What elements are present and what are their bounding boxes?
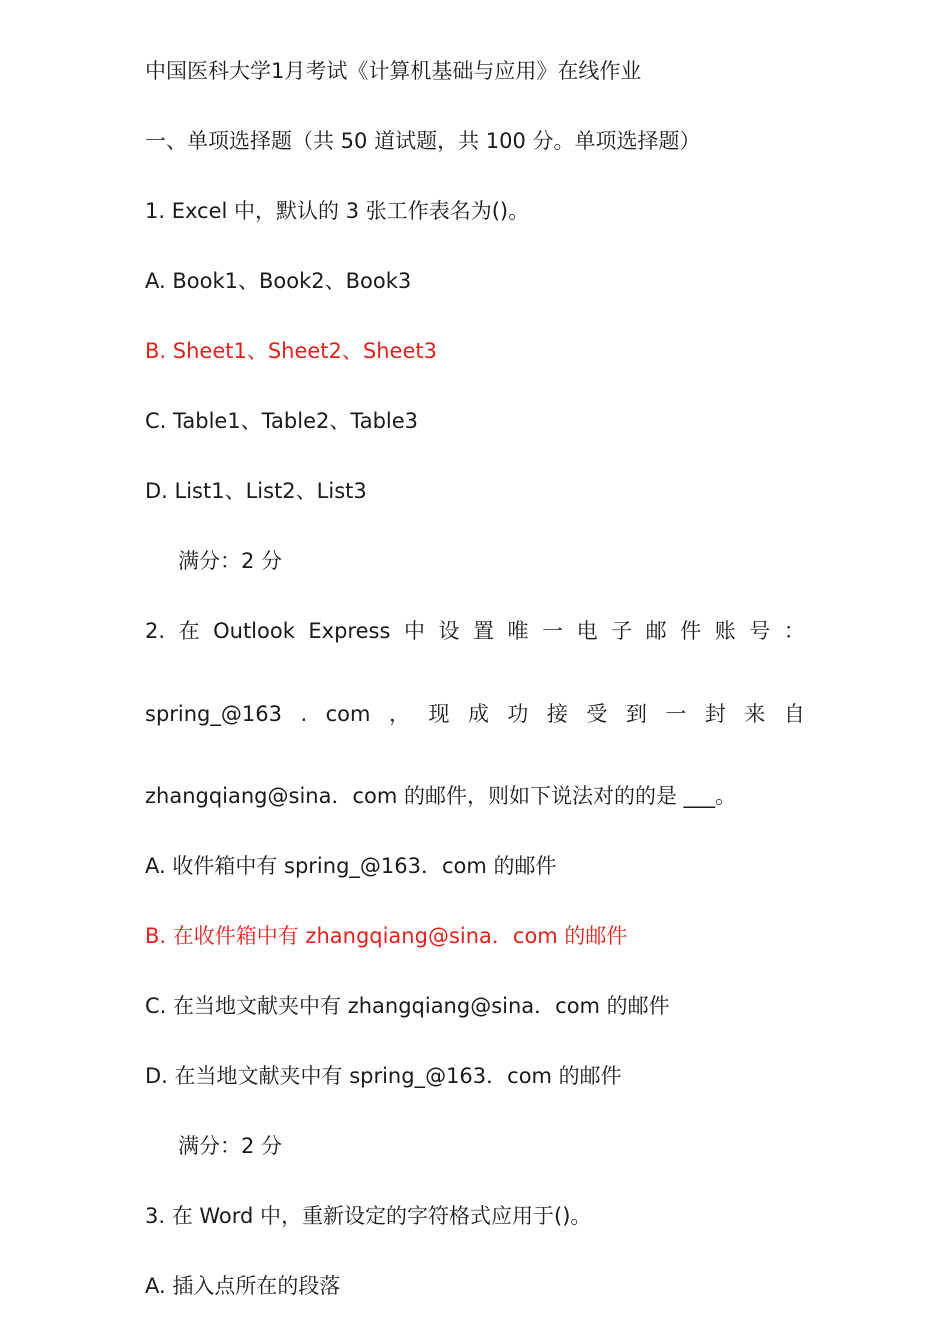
question-2-option-d: D. 在当地文献夹中有 spring_@163．com 的邮件 xyxy=(145,1064,622,1088)
stem-word: 功 xyxy=(507,702,529,726)
stem-word: 子 xyxy=(611,619,633,643)
question-1-option-b-correct: B. Sheet1、Sheet2、Sheet3 xyxy=(145,339,437,363)
stem-word: 自 xyxy=(783,702,805,726)
stem-word: 一 xyxy=(665,702,687,726)
question-1-score: 满分：2 分 xyxy=(178,549,283,573)
question-1-option-d: D. List1、List2、List3 xyxy=(145,479,367,503)
question-2-option-a: A. 收件箱中有 spring_@163．com 的邮件 xyxy=(145,854,557,878)
stem-word: 唯 xyxy=(507,619,529,643)
stem-word: 电 xyxy=(576,619,598,643)
stem-word: 到 xyxy=(625,702,647,726)
document-title: 中国医科大学1月考试《计算机基础与应用》在线作业 xyxy=(145,59,642,83)
stem-word: spring_@163 xyxy=(145,702,282,726)
question-1-option-c: C. Table1、Table2、Table3 xyxy=(145,409,419,433)
question-2-option-b-correct: B. 在收件箱中有 zhangqiang@sina．com 的邮件 xyxy=(145,924,628,948)
stem-word: 件 xyxy=(680,619,702,643)
stem-word: 接 xyxy=(546,702,568,726)
stem-word: Outlook xyxy=(213,619,295,643)
question-1-option-a: A. Book1、Book2、Book3 xyxy=(145,269,412,293)
question-2-option-c: C. 在当地文献夹中有 zhangqiang@sina．com 的邮件 xyxy=(145,994,670,1018)
stem-word: 一 xyxy=(542,619,564,643)
stem-word: 置 xyxy=(473,619,495,643)
stem-word: 受 xyxy=(586,702,608,726)
stem-word: ， xyxy=(388,702,410,726)
stem-word: com xyxy=(325,702,371,726)
question-2-score: 满分：2 分 xyxy=(178,1134,283,1158)
stem-word: Express xyxy=(308,619,391,643)
question-3-option-a: A. 插入点所在的段落 xyxy=(145,1274,341,1298)
question-1-stem: 1. Excel 中，默认的 3 张工作表名为()。 xyxy=(145,199,530,223)
stem-word: 2. xyxy=(145,619,166,643)
stem-word: 中 xyxy=(403,619,425,643)
stem-word: 邮 xyxy=(645,619,667,643)
section-heading: 一、单项选择题（共 50 道试题，共 100 分。单项选择题） xyxy=(145,129,701,153)
question-2-stem-line-3: zhangqiang@sina．com 的邮件，则如下说法对的的是 ___。 xyxy=(145,784,737,808)
stem-word: 号 xyxy=(749,619,771,643)
stem-word: . xyxy=(300,702,308,726)
stem-word: 设 xyxy=(438,619,460,643)
stem-word: 现 xyxy=(428,702,450,726)
stem-word: 来 xyxy=(744,702,766,726)
stem-word: 封 xyxy=(704,702,726,726)
stem-word: 账 xyxy=(714,619,736,643)
question-2-stem-line-2 xyxy=(145,700,805,728)
stem-word: ： xyxy=(783,619,805,643)
question-3-stem: 3. 在 Word 中，重新设定的字符格式应用于()。 xyxy=(145,1204,592,1228)
stem-word: 在 xyxy=(178,619,200,643)
question-2-stem-line-1 xyxy=(145,617,805,645)
stem-word: 成 xyxy=(467,702,489,726)
